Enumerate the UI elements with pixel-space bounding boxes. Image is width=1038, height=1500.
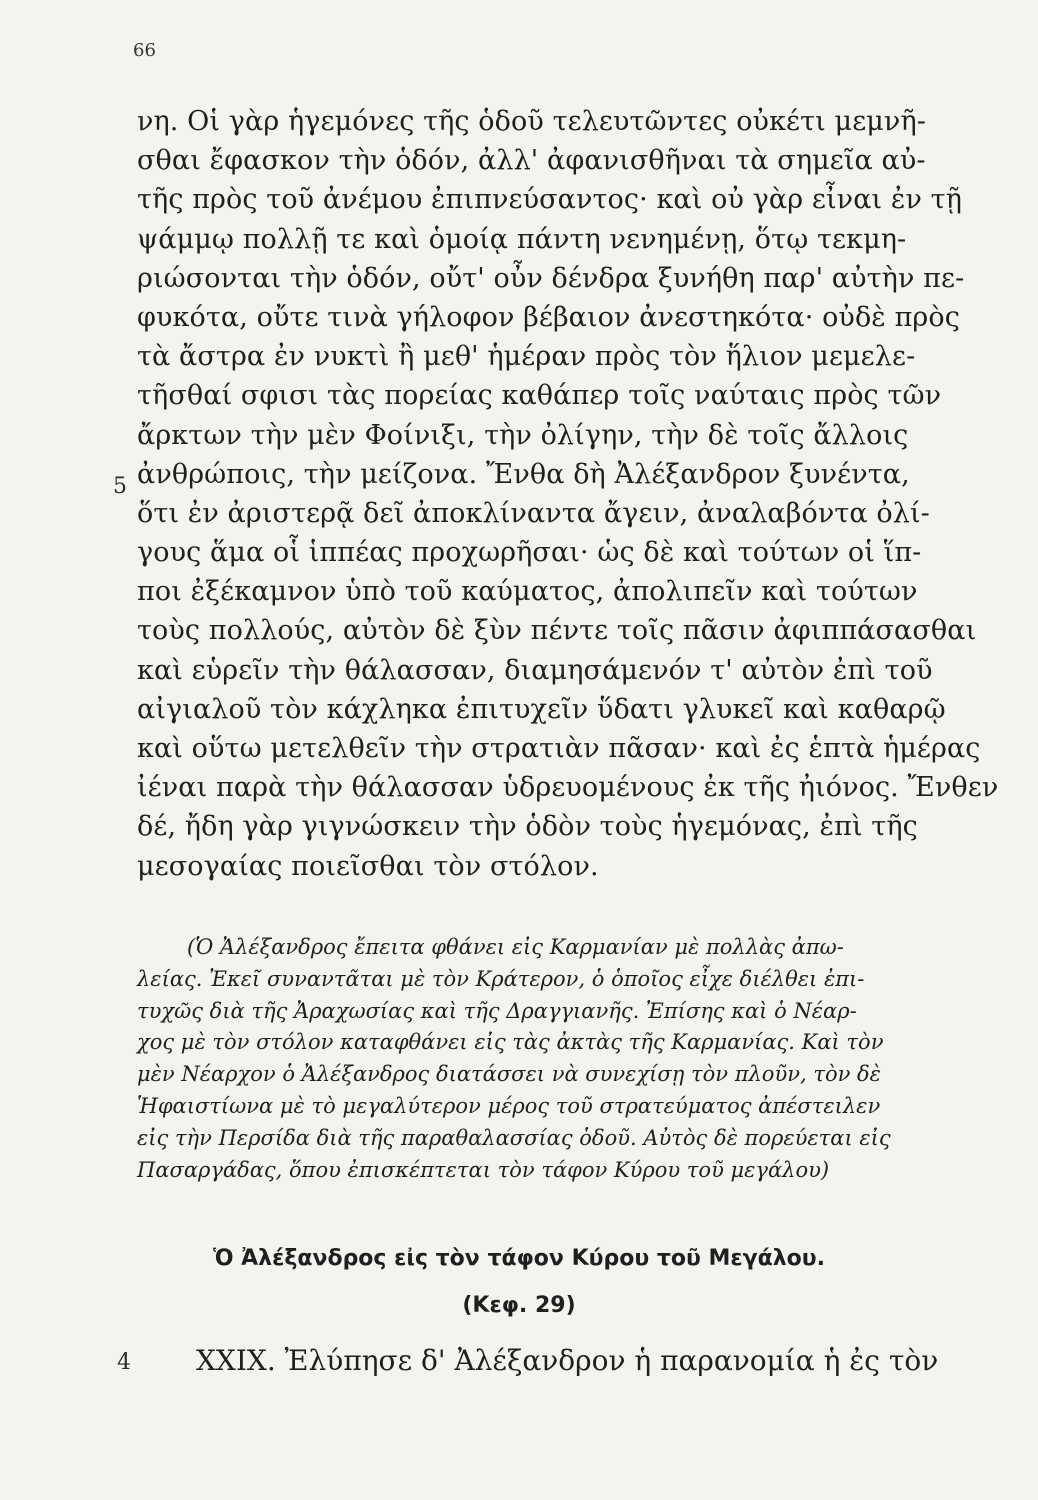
- text-line: δέ, ἤδη γὰρ γιγνώσκειν τὴν ὁδὸν τοὺς ἡγεμόνας, ἐπὶ τῆς: [137, 811, 918, 843]
- text-line: ἀνθρώποις, τὴν μείζονα. Ἔνθα δὴ Ἀλέξανδρον ξυνέντα,: [137, 458, 910, 490]
- text-line: καὶ εὑρεῖν τὴν θάλασσαν, διαμησάμενόν τ' αὐτὸν ἐπὶ τοῦ: [137, 654, 933, 686]
- text-line: φυκότα, οὔτε τινὰ γήλοφον βέβαιον ἀνεστηκότα· οὐδὲ πρὸς: [137, 301, 960, 333]
- text-line: ψάμμῳ πολλῇ τε καὶ ὁμοίᾳ πάντη νενημένῃ, ὅτῳ τεκμη-: [137, 223, 907, 255]
- text-line: ὅτι ἐν ἀριστερᾷ δεῖ ἀποκλίναντα ἄγειν, ἀναλαβόντα ὀλί-: [137, 497, 930, 529]
- text-line: καὶ οὕτω μετελθεῖν τὴν στρατιὰν πᾶσαν· καὶ ἐς ἑπτὰ ἡμέρας: [137, 733, 981, 764]
- text-line: νη. Οἱ γὰρ ἡγεμόνες τῆς ὁδοῦ τελευτῶντες οὐκέτι μεμνῆ-: [137, 106, 926, 137]
- text-line: ποι ἐξέκαμνον ὑπὸ τοῦ καύματος, ἀπολιπεῖν καὶ τούτων: [137, 576, 918, 608]
- summary-line: λείας. Ἐκεῖ συναντᾶται μὲ τὸν Κράτερον, ὁ ὁποῖος εἶχε διέλθει ἐπι-: [137, 966, 865, 991]
- text-line: τῆσθαί σφισι τὰς πορείας καθάπερ τοῖς ναύταις πρὸς τῶν: [137, 380, 942, 412]
- summary-line: Πασαργάδας, ὅπου ἐπισκέπτεται τὸν τάφον Κύρου τοῦ μεγάλου): [137, 1157, 830, 1182]
- text-line: τοὺς πολλούς, αὐτὸν δὲ ξὺν πέντε τοῖς πᾶσιν ἀφιππάσασθαι: [137, 615, 977, 647]
- margin-line-number: 4: [117, 1350, 131, 1375]
- text-line: ἄρκτων τὴν μὲν Φοίνιξι, τὴν ὀλίγην, τὴν δὲ τοῖς ἄλλοις: [137, 419, 909, 451]
- text-line: αἰγιαλοῦ τὸν κάχληκα ἐπιτυχεῖν ὕδατι γλυκεῖ καὶ καθαρῷ: [137, 693, 946, 725]
- chapter-reference: (Κεφ. 29): [462, 1293, 576, 1318]
- summary-line: μὲν Νέαρχον ὁ Ἀλέξανδρος διατάσσει νὰ συνεχίσῃ τὸν πλοῦν, τὸν δὲ: [137, 1062, 881, 1087]
- text-line: ἰέναι παρὰ τὴν θάλασσαν ὑδρευομένους ἐκ τῆς ἠιόνος. Ἔνθεν: [137, 772, 999, 804]
- summary-line: εἰς τὴν Περσίδα διὰ τῆς παραθαλασσίας ὁδοῦ. Αὐτὸς δὲ πορεύεται εἰς: [137, 1125, 891, 1150]
- main-text-block: [137, 102, 999, 886]
- text-line: μεσογαίας ποιεῖσθαι τὸν στόλον.: [137, 850, 599, 882]
- text-line: τὰ ἄστρα ἐν νυκτὶ ἢ μεθ' ἡμέραν πρὸς τὸν ἥλιον μεμελε-: [137, 341, 916, 373]
- page-number: 66: [133, 40, 156, 61]
- margin-line-number: 5: [113, 474, 127, 499]
- text-line: ριώσονται τὴν ὁδόν, οὔτ' οὖν δένδρα ξυνήθη παρ' αὐτὴν πε-: [137, 262, 965, 294]
- section-heading: Ὁ Ἀλέξανδρος εἰς τὸν τάφον Κύρου τοῦ Μεγάλου.: [212, 1246, 826, 1271]
- text-line: γους ἅμα οἷ ἱππέας προχωρῆσαι· ὡς δὲ καὶ τούτων οἱ ἵπ-: [137, 537, 922, 569]
- summary-line: τυχῶς διὰ τῆς Ἀραχωσίας καὶ τῆς Δραγγιανῆς. Ἐπίσης καὶ ὁ Νέαρ-: [137, 998, 857, 1023]
- summary-line: Ἡφαιστίωνα μὲ τὸ μεγαλύτερον μέρος τοῦ στρατεύματος ἀπέστειλεν: [137, 1093, 881, 1118]
- summary-line: χος μὲ τὸν στόλον καταφθάνει εἰς τὰς ἀκτὰς τῆς Καρμανίας. Καὶ τὸν: [137, 1030, 884, 1055]
- text-line: σθαι ἔφασκον τὴν ὁδόν, ἀλλ' ἀφανισθῆναι τὰ σημεῖα αὐ-: [137, 145, 926, 177]
- chapter-opening-line: XXIX. Ἐλύπησε δ' Ἀλέξανδρον ἡ παρανομία ἡ ἐς τὸν: [196, 1344, 939, 1377]
- chapter-summary: [137, 932, 999, 1186]
- summary-line: (Ὁ Ἀλέξανδρος ἔπειτα φθάνει εἰς Καρμανίαν μὲ πολλὰς ἀπω-: [187, 935, 844, 959]
- text-line: τῆς πρὸς τοῦ ἀνέμου ἐπιπνεύσαντος· καὶ οὐ γὰρ εἶναι ἐν τῇ: [137, 184, 962, 216]
